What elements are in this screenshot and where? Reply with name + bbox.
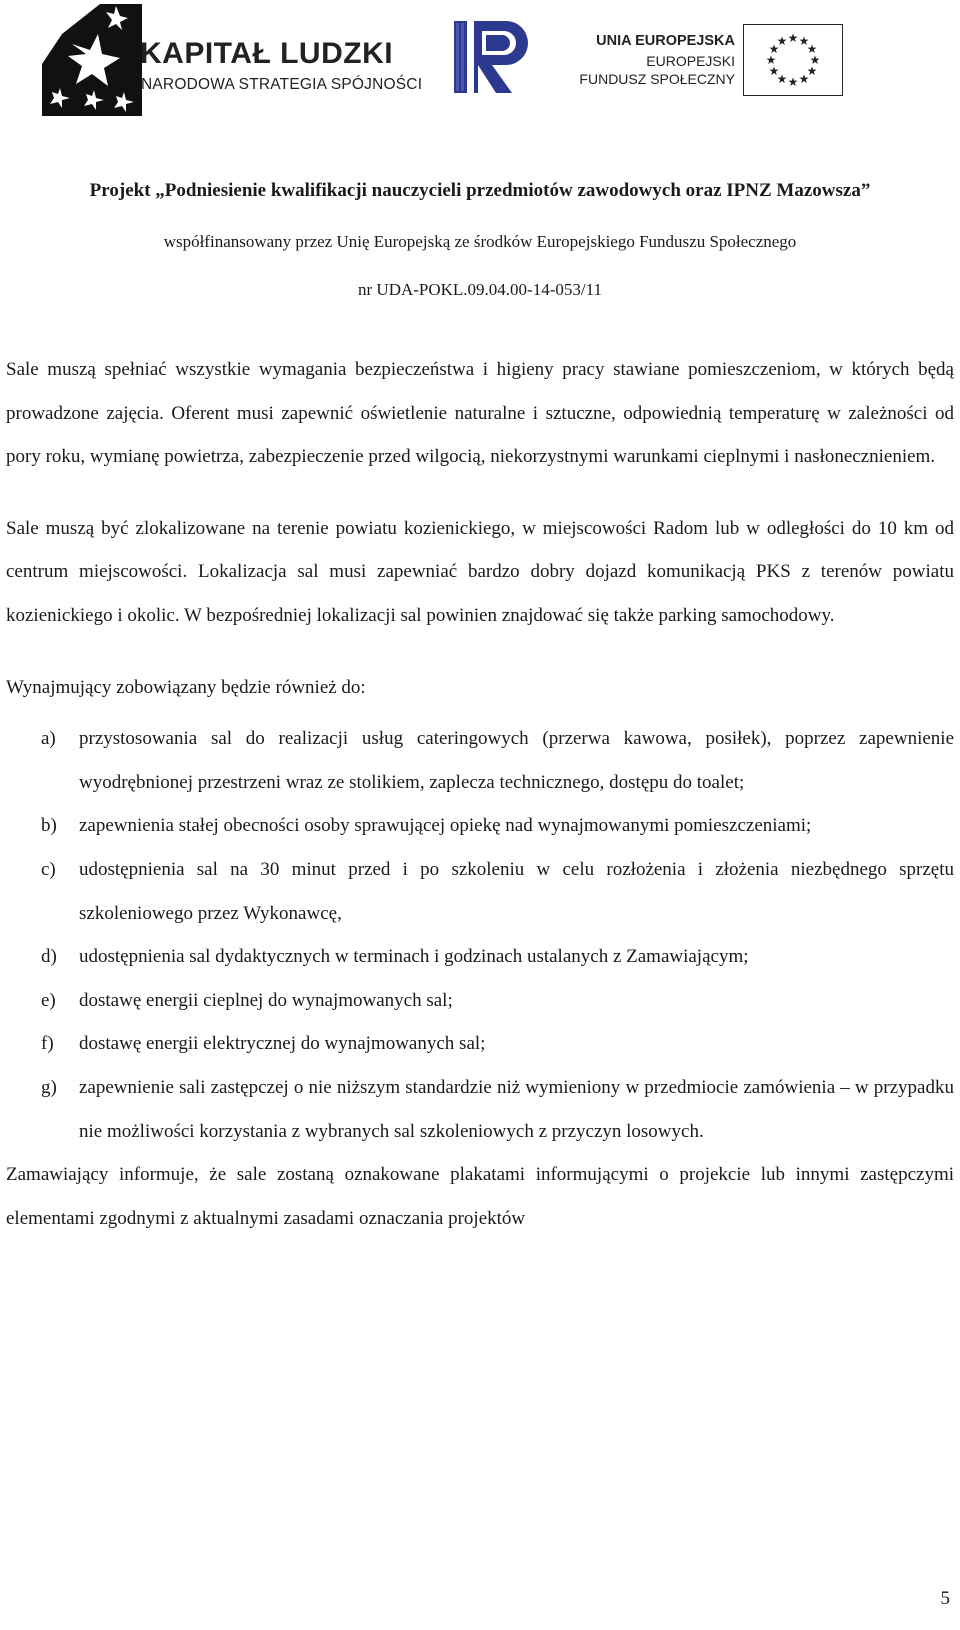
svg-text:★: ★: [798, 34, 810, 48]
paragraph-safety: Sale muszą spełniać wszystkie wymagania bezpieczeństwa i higieny pracy stawiane pomieszczeniom, w których będą prowadzone zajęcia. Oferent musi zapewnić oświetlenie naturalne i sztuczne, odpowiednią temperaturę w zależności od pory roku, wymianę powietrza, zabezpieczenie przed wilgocią, niekorzystnymi warunkami cieplnymi i nasłonecznieniem.: [6, 359, 954, 468]
kapital-ludzki-title: KAPITAŁ LUDZKI: [140, 37, 394, 70]
project-number: nr UDA-POKL.09.04.00-14-053/11: [358, 280, 602, 299]
list-item: [6, 717, 954, 804]
paragraph-marking: Zamawiający informuje, że sale zostaną oznakowane plakatami informującymi o projekcie lub innymi zastępczymi elementami zgodnymi z aktualnymi zasadami oznaczania projektów: [6, 1164, 954, 1229]
list-item-text: udostępnienia sal dydaktycznych w terminach i godzinach ustalanych z Zamawiającym;: [79, 946, 749, 968]
svg-text:★: ★: [768, 42, 780, 56]
kapital-ludzki-mark-icon: [42, 4, 142, 116]
svg-text:★: ★: [806, 64, 818, 78]
list-item: [6, 1022, 954, 1066]
list-marker: b): [41, 815, 57, 837]
svg-text:★: ★: [809, 53, 821, 67]
list-item-text: dostawę energii cieplnej do wynajmowanych sal;: [79, 989, 453, 1011]
list-marker: e): [41, 989, 56, 1011]
paragraph-location: Sale muszą być zlokalizowane na terenie powiatu kozienickiego, w miejscowości Radom lub w odległości do 10 km od centrum miejscowości. Lokalizacja sal musi zapewniać bardzo dobry dojazd komunikacją PKS z terenów powiatu kozienickiego i okolic. W bezpośredniej lokalizacji sal powinien znajdować się także parking samochodowy.: [6, 517, 954, 626]
svg-text:★: ★: [776, 34, 788, 48]
eu-line-3: FUNDUSZ SPOŁECZNY: [579, 71, 735, 87]
eu-flag-icon: [743, 24, 843, 96]
list-item-text: zapewnienie sali zastępczej o nie niższym standardzie niż wymieniony w przedmiocie zamówienia – w przypadku nie możliwości korzystania z wybranych sal szkoleniowych z przyczyn losowych.: [79, 1076, 954, 1142]
list-marker: a): [41, 728, 56, 750]
list-item: [6, 804, 954, 848]
svg-text:★: ★: [806, 42, 818, 56]
list-item-text: przystosowania sal do realizacji usług cateringowych (przerwa kawowa, posiłek), poprzez zapewnienie wyodrębnionej przestrzeni wraz ze stolikiem, zaplecza technicznego, dostępu do toalet;: [79, 728, 954, 793]
svg-text:★: ★: [787, 75, 799, 89]
svg-text:★: ★: [787, 31, 799, 45]
list-marker: f): [41, 1033, 54, 1055]
project-cofinancing: współfinansowany przez Unię Europejską ze środków Europejskiego Funduszu Społecznego: [163, 232, 797, 251]
list-item: [6, 848, 954, 935]
paragraph-obligations-intro: Wynajmujący zobowiązany będzie również do:: [6, 676, 366, 698]
eu-line-2: EUROPEJSKI: [646, 53, 735, 69]
list-item: [6, 979, 954, 1023]
document-body: [6, 348, 954, 1240]
svg-text:★: ★: [768, 64, 780, 78]
obligations-list: [6, 717, 954, 1153]
kapital-ludzki-logo: [42, 4, 423, 116]
list-item-text: udostępnienia sal na 30 minut przed i po szkoleniu w celu rozłożenia i złożenia niezbędnego sprzętu szkoleniowego przez Wykonawcę,: [79, 858, 954, 924]
header-logos: [0, 0, 960, 125]
project-title: Projekt „Podniesienie kwalifikacji nauczycieli przedmiotów zawodowych oraz IPNZ Mazowsza”: [89, 180, 871, 201]
list-marker: c): [41, 858, 56, 880]
svg-text:★: ★: [798, 72, 810, 86]
kapital-ludzki-subtitle: NARODOWA STRATEGIA SPÓJNOŚCI: [141, 76, 423, 93]
svg-text:★: ★: [765, 53, 777, 67]
list-item: [6, 935, 954, 979]
page-number: 5: [940, 1588, 950, 1609]
list-marker: d): [41, 946, 57, 968]
eu-logo: [579, 24, 862, 99]
svg-text:★: ★: [776, 72, 788, 86]
list-item: [6, 1066, 954, 1153]
eu-line-1: UNIA EUROPEJSKA: [596, 33, 735, 49]
irp-logo-icon: [452, 17, 532, 97]
list-item-text: dostawę energii elektrycznej do wynajmowanych sal;: [79, 1033, 486, 1055]
list-item-text: zapewnienia stałej obecności osoby sprawującej opiekę nad wynajmowanymi pomieszczeniami;: [79, 815, 812, 837]
list-marker: g): [41, 1076, 57, 1098]
